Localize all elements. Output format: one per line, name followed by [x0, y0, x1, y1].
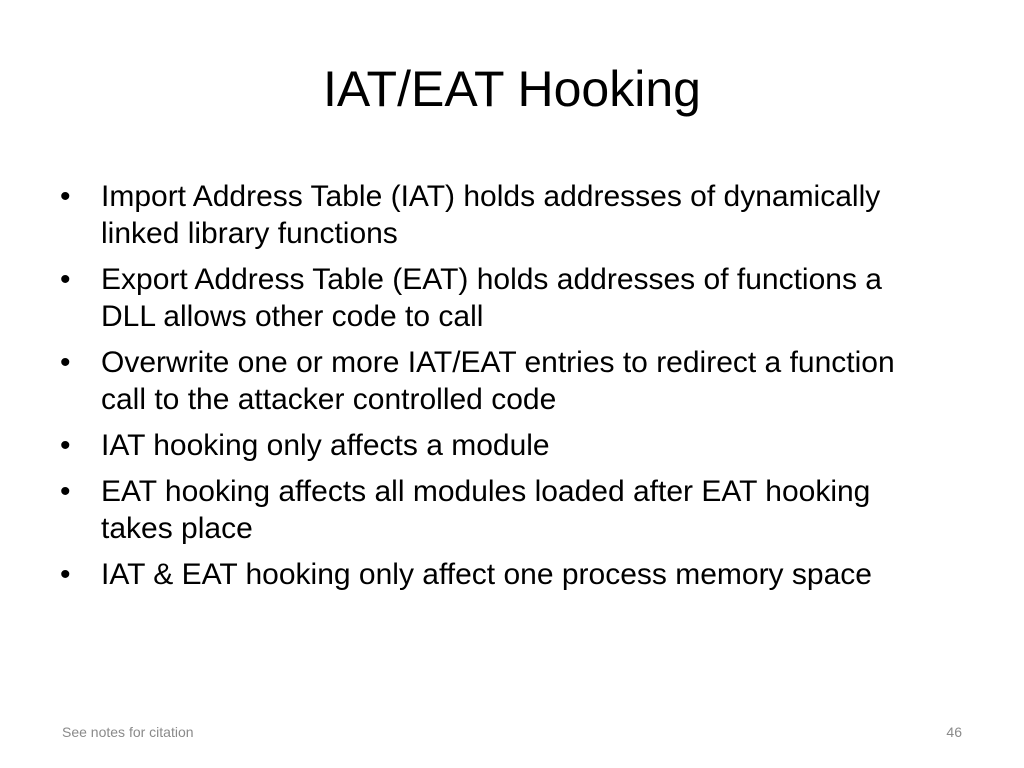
bullet-item: [60, 344, 920, 418]
bullet-item: [60, 427, 920, 464]
bullet-icon: •: [60, 180, 71, 213]
footer-citation-note: See notes for citation: [62, 724, 194, 740]
bullet-item: [60, 556, 920, 593]
bullet-text: EAT hooking affects all modules loaded after EAT hooking takes place: [101, 475, 871, 545]
bullet-text: Overwrite one or more IAT/EAT entries to redirect a function call to the attacker controlled code: [101, 346, 895, 416]
bullet-list: [60, 178, 920, 602]
slide-page-number: 46: [946, 724, 962, 740]
bullet-item: [60, 178, 920, 252]
slide-title: IAT/EAT Hooking: [323, 61, 701, 117]
bullet-icon: •: [60, 346, 71, 379]
bullet-icon: •: [60, 263, 71, 296]
bullet-text: Import Address Table (IAT) holds addresses of dynamically linked library functions: [101, 180, 881, 250]
bullet-text: Export Address Table (EAT) holds addresses of functions a DLL allows other code to call: [101, 263, 882, 333]
bullet-icon: •: [60, 429, 71, 462]
bullet-item: [60, 473, 920, 547]
bullet-text: IAT & EAT hooking only affect one process memory space: [101, 558, 872, 591]
bullet-icon: •: [60, 558, 71, 591]
bullet-text: IAT hooking only affects a module: [101, 429, 550, 462]
bullet-item: [60, 261, 920, 335]
bullet-icon: •: [60, 475, 71, 508]
